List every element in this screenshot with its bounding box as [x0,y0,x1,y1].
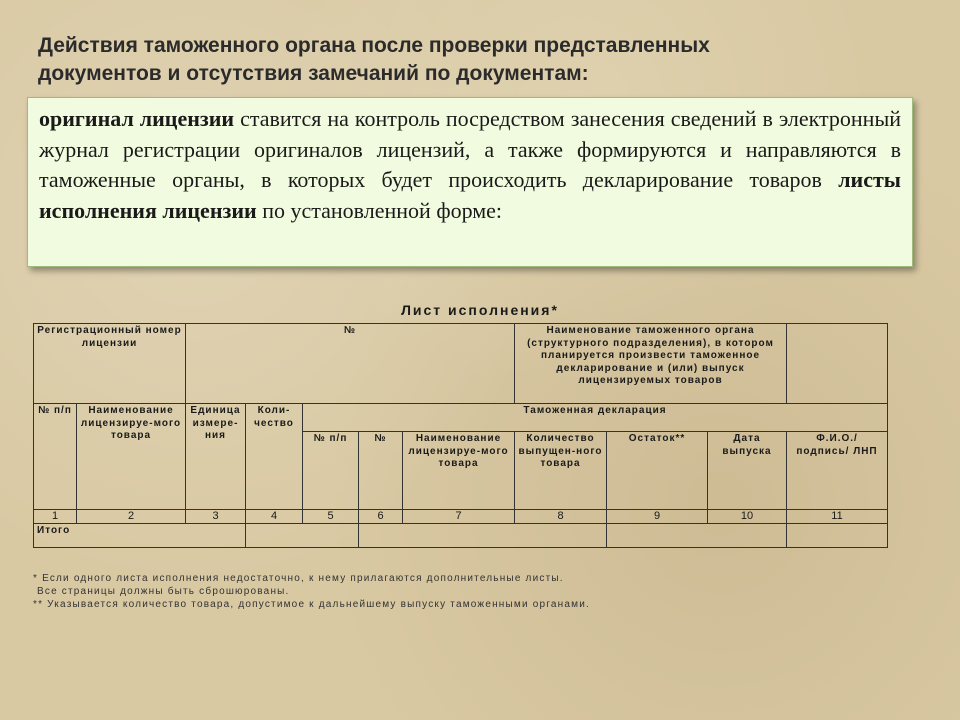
footnote-1: * Если одного листа исполнения недостаточно, к нему прилагаются дополнительные листы. [33,573,564,584]
column-number: 7 [403,510,515,524]
subheader-pp: № п/п [303,432,359,510]
subheader-number: № [359,432,403,510]
subheader-goods-name: Наименование лицензируе-мого товара [403,432,515,510]
execution-sheet-title: Лист исполнения* [401,302,559,318]
total-cell [787,524,888,548]
header-goods-name: Наименование лицензируе-мого товара [77,404,186,510]
total-label: Итого [34,524,246,548]
footnotes [33,572,933,611]
header-customs-body: Наименование таможенного органа (структурного подразделения), в котором планируется произвести таможенное декларирование и (или) выпуск лицензируемых товаров [515,324,787,404]
subheader-release-date: Дата выпуска [708,432,787,510]
highlight-box [27,97,913,267]
box-bold-execution-sheets: листы исполнения лицензии [39,167,901,223]
column-numbers-row [34,510,888,524]
header-reg-number: Регистрационный номер лицензии [34,324,186,404]
table-header-row-2 [34,404,888,432]
subheader-remainder: Остаток** [607,432,708,510]
column-number: 9 [607,510,708,524]
column-number: 11 [787,510,888,524]
header-customs-declaration: Таможенная декларация [303,404,888,432]
subheader-signature: Ф.И.О./ подпись/ ЛНП [787,432,888,510]
column-number: 6 [359,510,403,524]
title-line-1: Действия таможенного органа после проверки представленных [38,34,710,57]
total-cell [246,524,359,548]
column-number: 8 [515,510,607,524]
subheader-quantity-released: Количество выпущен-ного товара [515,432,607,510]
header-pp: № п/п [34,404,77,510]
column-number: 2 [77,510,186,524]
box-bold-original-license: оригинал лицензии [39,106,235,131]
execution-sheet-table [33,323,888,548]
box-text-1: ставится на контроль посредством занесения сведений в электронный журнал регистрации оригиналов лицензий, а также формируются и направляются в таможенные органы, в которых будет происходить декларирование товаров [39,106,901,192]
column-number: 10 [708,510,787,524]
header-empty-cell [787,324,888,404]
header-unit: Единица измере-ния [186,404,246,510]
header-number: № [186,324,515,404]
column-number: 5 [303,510,359,524]
total-row [34,524,888,548]
column-number: 1 [34,510,77,524]
table-header-row-1 [34,324,888,404]
footnote-1-continued: Все страницы должны быть сброшюрованы. [37,586,290,597]
column-number: 4 [246,510,303,524]
box-paragraph [39,104,901,226]
header-quantity: Коли-чество [246,404,303,510]
slide-title [38,32,918,88]
total-cell [359,524,607,548]
total-cell [607,524,787,548]
box-text-2: по установленной форме: [256,197,503,223]
footnote-2: ** Указывается количество товара, допустимое к дальнейшему выпуску таможенными органами. [33,599,590,610]
title-line-2: документов и отсутствия замечаний по документам: [38,62,589,85]
column-number: 3 [186,510,246,524]
